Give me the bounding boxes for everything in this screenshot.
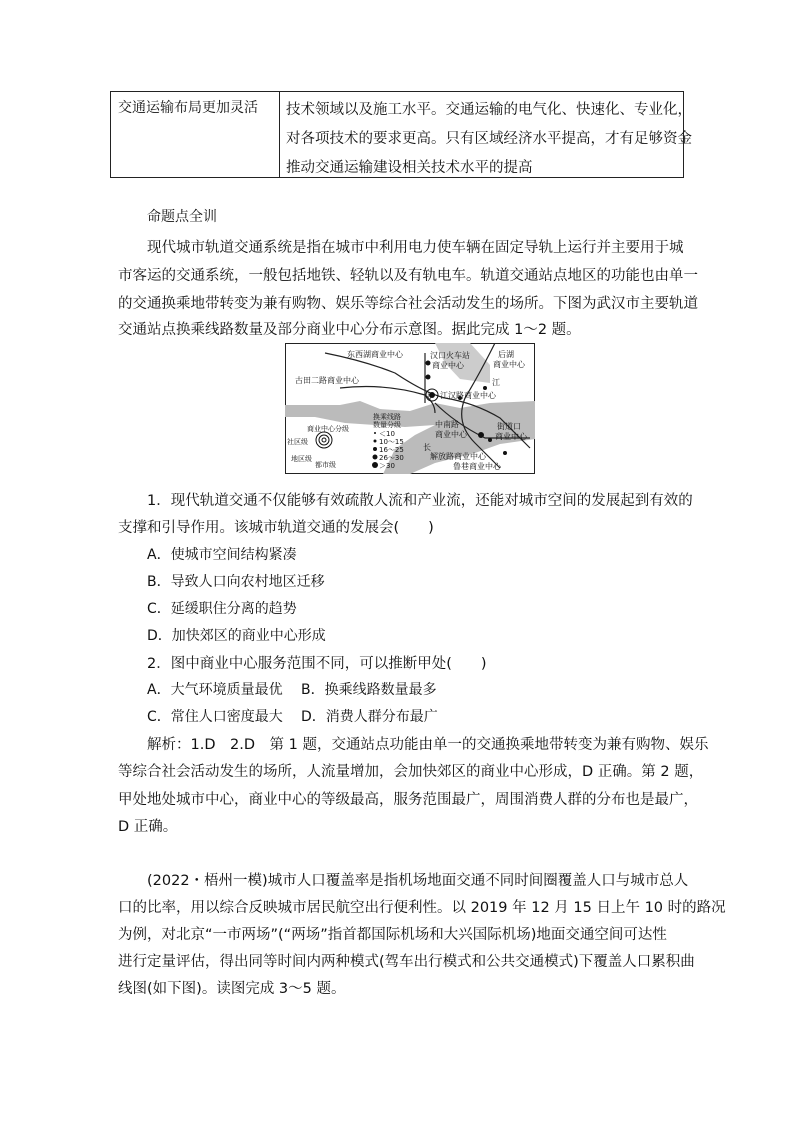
passage-line: 线图(如下图)。读图完成 3～5 题。 [118,981,346,997]
map-label: 社区级 [287,438,308,446]
map-label: 换乘线路 [373,413,401,421]
analysis-line: D 正确。 [118,819,178,835]
map-label: 商业中心分级 [307,425,349,433]
legend-dot [373,447,377,451]
map-label: 鲁巷商业中心 [453,462,501,471]
intro-line: 交通站点换乘线路数量及部分商业中心分布示意图。据此完成 1～2 题。 [118,322,581,338]
legend-dot [373,455,378,460]
map-label: 16～25 [379,446,404,454]
q1-option-d: D．加快郊区的商业中心形成 [147,628,326,644]
map-label: 数量分级 [373,421,401,429]
analysis-line: 解析：1.D 2.D 第 1 题，交通站点功能由单一的交通换乘地带转变为兼有购物、娱乐 [147,737,709,753]
table-left-cell: 交通运输布局更加灵活 [118,100,258,116]
legend-dot [374,432,376,434]
map-label: 街道口 [497,422,521,431]
q2-option-c: C．常住人口密度最大 [147,709,283,725]
q1-stem-line: 1．现代轨道交通不仅能够有效疏散人流和产业流，还能对城市空间的发展起到有效的 [147,493,693,509]
table-right-line: 技术领域以及施工水平。交通运输的电气化、快速化、专业化， [286,102,692,118]
q1-option-c: C．延缓职住分离的趋势 [147,601,297,617]
q1-option-a: A．使城市空间结构紧凑 [147,547,297,563]
map-label: 汉口火车站 [430,351,470,360]
station-dot [488,438,492,442]
map-label: 中南路 [435,420,459,429]
q2-stem: 2．图中商业中心服务范围不同，可以推断甲处( ) [147,656,487,672]
station-dot [483,386,487,390]
table-right-line: 对各项技术的要求更高。只有区域经济水平提高，才有足够资金 [286,131,692,147]
map-label: 江 [492,378,500,387]
table-right-line: 推动交通运输建设相关技术水平的提高 [286,160,533,176]
map-label: 商业中心 [493,360,525,369]
table-divider [279,92,280,177]
map-label: 江汉路商业中心 [440,391,496,400]
map-label: 古田二路商业中心 [295,376,359,385]
passage-line: 进行定量评估，得出同等时间内两种模式(驾车出行模式和公共交通模式)下覆盖人口累积曲 [118,954,695,970]
wuhan-rail-map [285,343,535,474]
station-dot [478,432,484,438]
passage-line: (2022・梧州一模)城市人口覆盖率是指机场地面交通不同时间圈覆盖人口与城市总人 [147,873,689,889]
map-label: ＞30 [379,462,395,470]
map-label: 26～30 [379,454,404,462]
map-label: 商业中心 [495,432,527,441]
analysis-line: 等综合社会活动发生的场所，人流量增加，会加快郊区的商业中心形成，D 正确。第 2 题， [118,764,704,780]
q1-stem-line: 支撑和引导作用。该城市轨道交通的发展会( ) [118,520,434,536]
station-dot [426,361,431,366]
map-label: 东西湖商业中心 [347,350,403,359]
passage-line: 为例，对北京“一市两场”(“两场”指首都国际机场和大兴国际机场)地面交通空间可达性 [118,927,667,943]
q1-option-b: B．导致人口向农村地区迁移 [147,574,325,590]
station-dot [503,451,507,455]
map-label: 长 [423,443,431,452]
legend-dot [374,440,377,443]
analysis-line: 甲处地处城市中心，商业中心的等级最高，服务范围最广，周围消费人群的分布也是最广， [118,792,698,808]
q2-option-d: D．消费人群分布最广 [301,709,438,725]
map-label: 解放路商业中心 [430,452,486,461]
section-title: 命题点全训 [147,209,217,225]
map-label: 都市级 [315,461,336,469]
q2-option-b: B．换乘线路数量最多 [301,682,437,698]
map-label: 商业中心 [432,361,464,370]
map-label: 甲 [427,392,434,400]
intro-line: 现代城市轨道交通系统是指在城市中利用电力使车辆在固定导轨上运行并主要用于城 [147,240,684,256]
map-label: 地区级 [291,455,312,463]
legend-dot [372,462,378,468]
table-right-cell [286,96,692,183]
intro-line: 市客运的交通系统，一般包括地铁、轻轨以及有轨电车。轨道交通站点地区的功能也由单一 [118,268,698,284]
map-label: ＜10 [379,430,395,438]
q2-option-a: A．大气环境质量最优 [147,682,283,698]
station-dot [426,375,431,380]
intro-line: 的交通换乘地带转变为兼有购物、娱乐等综合社会活动发生的场所。下图为武汉市主要轨道 [118,296,698,312]
passage-line: 口的比率，用以综合反映城市居民航空出行便利性。以 2019 年 12 月 15 日上午 10 时的路况 [118,900,726,916]
map-label: 商业中心 [435,430,467,439]
map-label: 后湖 [498,350,514,359]
map-label: 10～15 [379,438,404,446]
